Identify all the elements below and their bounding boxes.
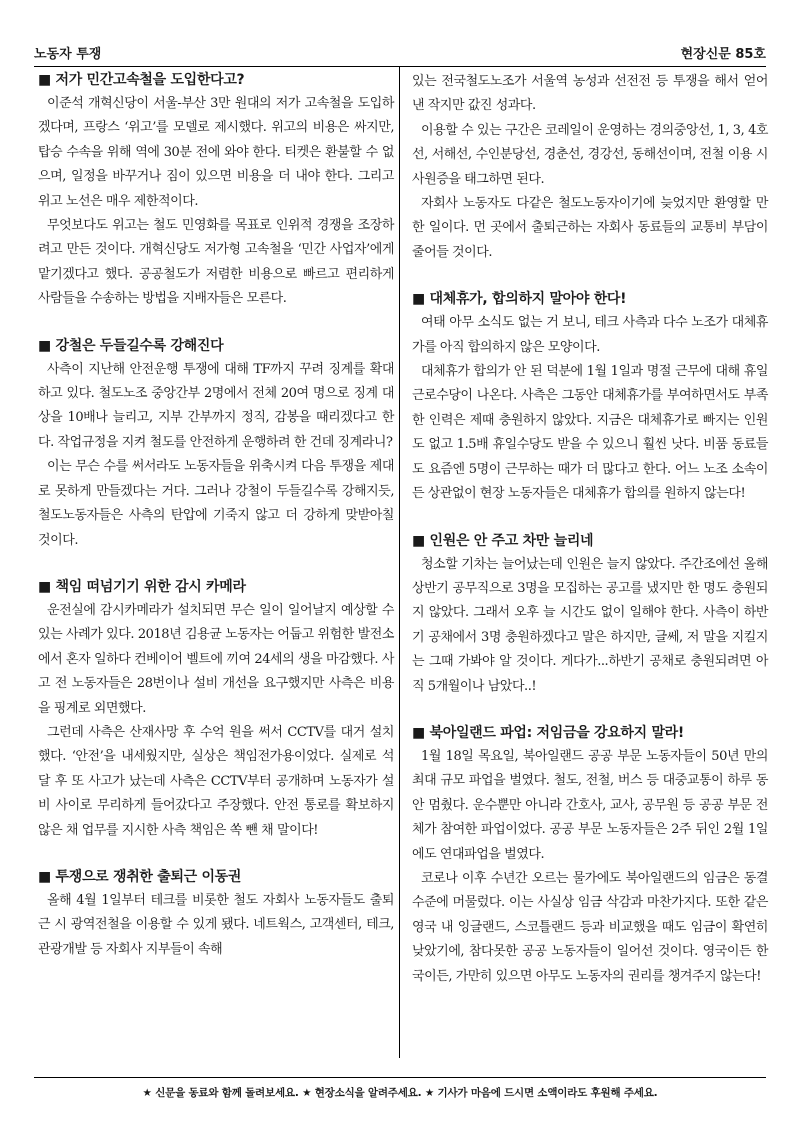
article-commute [38, 867, 394, 962]
article-title: ■ 투쟁으로 쟁취한 출퇴근 이동권 [38, 868, 242, 885]
issue-number: 현장신문 85호 [680, 47, 766, 62]
article-paragraph: 이준석 개혁신당이 서울-부산 3만 원대의 저가 고속철을 도입하겠다며, 프랑스 ‘위고’를 모델로 제시했다. 위고의 비용은 싸지만, 탑승 수속을 위해 역에 30분 전에 와야 한다. 티켓은 환불할 수 없으며, 일정을 바꾸거나 짐이 있으면 비용을 더 내야 한다. 그리고 위고 노선은 매우 제한적이다. [38, 96, 394, 209]
article-steel [38, 336, 394, 553]
article-staffing [412, 531, 768, 699]
article-paragraph: 사측이 지난해 안전운행 투쟁에 대해 TF까지 꾸려 징계를 확대하고 있다. 철도노조 중앙간부 2명에서 전체 20여 명으로 징계 대상을 10배나 늘리고, 지부 간부까지 정직, 감봉을 때리겠다고 한다. 작업규정을 지켜 철도를 안전하게 운행하려 한 건데 징계라니? [38, 361, 394, 450]
article-paragraph: 이는 무슨 수를 써서라도 노동자들을 위축시켜 다음 투쟁을 제대로 못하게 만들겠다는 거다. 그러나 강철이 두들길수록 강해지듯, 철도노동자들은 사측의 탄압에 기죽지 않고 더 강하게 맞받아칠 것이다. [38, 459, 394, 548]
right-column [412, 70, 768, 989]
article-paragraph: 무엇보다도 위고는 철도 민영화를 목표로 인위적 경쟁을 조장하려고 만든 것이다. 개혁신당도 저가형 고속철을 ‘민간 사업자’에게 맡기겠다고 했다. 공공철도가 저렴한 비용으로 빠르고 편리하게 사람들을 수송하는 방법을 지배자들은 모른다. [38, 218, 394, 307]
article-paragraph: 운전실에 감시카메라가 설치되면 무슨 일이 일어날지 예상할 수 있는 사례가 있다. 2018년 김용균 노동자는 어둡고 위험한 발전소에서 혼자 일하다 컨베이어 벨트에 끼여 24세의 생을 마감했다. 사고 전 노동자들은 28번이나 설비 개선을 요구했지만 사측은 비용을 핑계로 외면했다. [38, 602, 394, 716]
article-paragraph: 그런데 사측은 산재사망 후 수억 원을 써서 CCTV를 대거 설치했다. ‘안전’을 내세웠지만, 실상은 책임전가용이었다. 실제로 석 달 후 또 사고가 났는데 사측은 CCTV부터 공개하며 노동자가 설비 사이로 무리하게 들어갔다고 주장했다. 안전 통로를 확보하지 않은 채 업무를 지시한 사측 책임은 쏙 뺀 채 말이다! [38, 724, 394, 838]
article-title: ■ 책임 떠넘기기 위한 감시 카메라 [38, 578, 246, 595]
article-title: ■ 강철은 두들길수록 강해진다 [38, 337, 224, 354]
publication-name: 노동자 투쟁 [34, 47, 102, 62]
article-paragraph: 여태 아무 소식도 없는 거 보니, 테크 사측과 다수 노조가 대체휴가를 아직 합의하지 않은 모양이다. [412, 315, 768, 355]
article-cctv [38, 577, 394, 843]
column-divider [399, 66, 400, 1058]
article-commute-continued [412, 70, 768, 265]
article-title: ■ 북아일랜드 파업: 저임금을 강요하지 말라! [412, 724, 684, 741]
article-title: ■ 대체휴가, 합의하지 말아야 한다! [412, 291, 627, 308]
article-paragraph: 대체휴가 합의가 안 된 덕분에 1월 1일과 명절 근무에 대해 휴일근로수당이 나온다. 사측은 그동안 대체휴가를 부여하면서도 부족한 인력은 제때 충원하지 않았다. 지금은 대체휴가로 빠지는 인원도 없고 1.5배 휴일수당도 받을 수 있으니 훨씬 낫다. 비품 동료들도 요즘엔 5명이 근무하는 때가 더 많다고 한다. 어느 노조 소속이든 상관없이 현장 노동자들은 대체휴가 합의를 원하지 않는다! [412, 364, 768, 502]
article-northern-ireland [412, 723, 768, 989]
article-paragraph: 청소할 기차는 늘어났는데 인원은 늘지 않았다. 주간조에선 올해 상반기 공무직으로 3명을 모집하는 공고를 냈지만 한 명도 충원되지 않았다. 그래서 오후 늘 시간도 없이 일해야 한다. 사측이 하반기 공채에서 3명 충원하겠다고 말은 하지만, 글쎄, 저 말을 지킬지는 그때 가봐야 알 것이다. 게다가...하반기 공채로 충원되려면 아직 5개월이나 남았다..! [412, 556, 768, 694]
article-title: ■ 저가 민간고속철을 도입한다고? [38, 72, 245, 88]
article-paragraph: 올해 4월 1일부터 테크를 비롯한 철도 자회사 노동자들도 출퇴근 시 광역전철을 이용할 수 있게 됐다. 네트웍스, 고객센터, 테크, 관광개발 등 자회사 지부들이 속해 [38, 892, 394, 957]
footer-rule [34, 1077, 766, 1078]
article-title: ■ 인원은 안 주고 차만 늘리네 [412, 532, 594, 549]
left-column [38, 70, 394, 962]
article-substitute-holiday [412, 289, 768, 506]
header-rule [34, 66, 766, 67]
article-paragraph: 이용할 수 있는 구간은 코레일이 운영하는 경의중앙선, 1, 3, 4호선, 서해선, 수인분당선, 경춘선, 경강선, 동해선이며, 전철 이용 시 사원증을 태그하면 된다. [412, 122, 768, 187]
page-footer: ★ 신문을 동료와 함께 돌려보세요. ★ 현장소식을 알려주세요. ★ 기사가 마음에 드시면 소액이라도 후원해 주세요. [142, 1087, 658, 1099]
article-paragraph: 1월 18일 목요일, 북아일랜드 공공 부문 노동자들이 50년 만의 최대 규모 파업을 벌였다. 철도, 전철, 버스 등 대중교통이 하루 동안 멈췄다. 운수뿐만 아니라 간호사, 교사, 공무원 등 공공 부문 전체가 참여한 파업이었다. 공공 부문 노동자들은 2주 뒤인 2월 1일에도 연대파업을 벌였다. [412, 748, 768, 862]
article-low-cost-rail [38, 70, 394, 312]
article-paragraph: 있는 전국철도노조가 서울역 농성과 선전전 등 투쟁을 해서 얻어낸 작지만 값진 성과다. [412, 74, 768, 114]
page-header [34, 40, 766, 62]
article-paragraph: 코로나 이후 수년간 오르는 물가에도 북아일랜드의 임금은 동결 수준에 머물렀다. 이는 사실상 임금 삭감과 마찬가지다. 또한 같은 영국 내 잉글랜드, 스코틀랜드 등과 비교했을 때도 임금이 확연히 낮았기에, 참다못한 공공 노동자들이 일어선 것이다. 영국이든 한국이든, 가만히 있으면 아무도 노동자의 권리를 챙겨주지 않는다! [412, 870, 768, 984]
article-paragraph: 자회사 노동자도 다같은 철도노동자이기에 늦었지만 환영할 만한 일이다. 먼 곳에서 출퇴근하는 자회사 동료들의 교통비 부담이 줄어들 것이다. [412, 196, 768, 260]
